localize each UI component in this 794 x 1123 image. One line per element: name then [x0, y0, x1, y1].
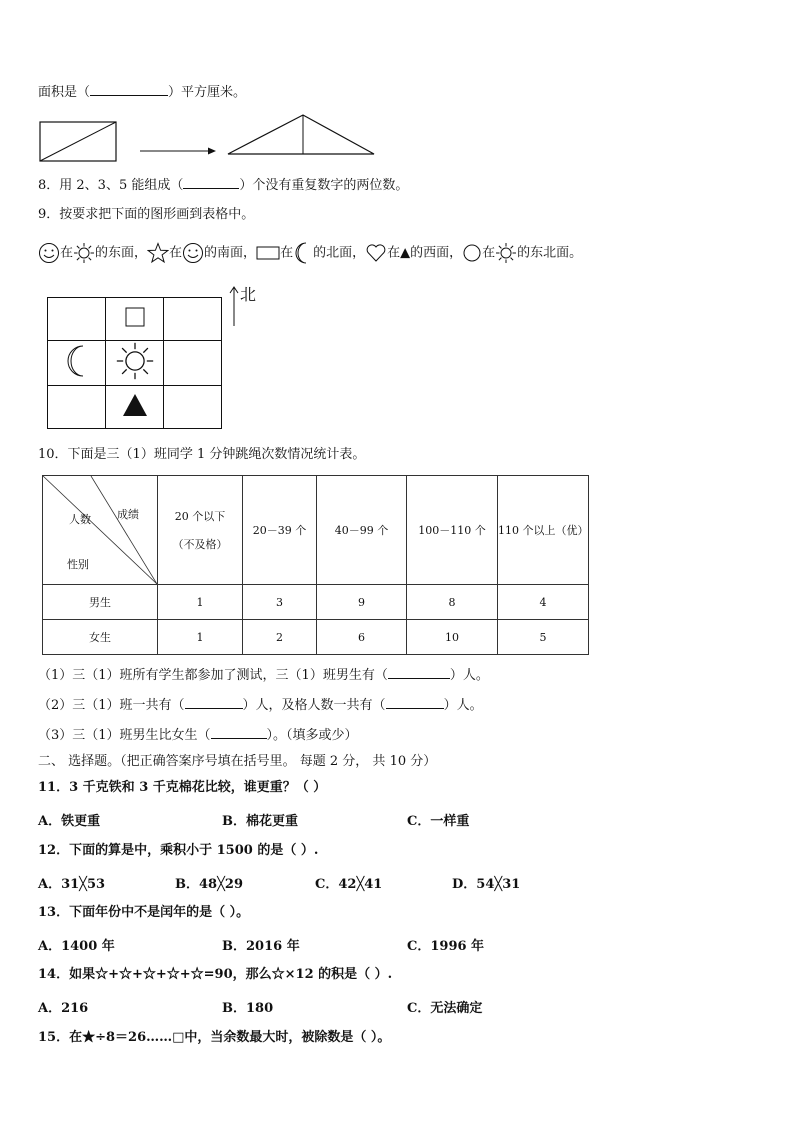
heart-icon [365, 242, 387, 264]
table-cell: 6 [317, 620, 407, 655]
q8-line: 8．用 2、3、5 能组成（ ）个没有重复数字的两位数。 [38, 175, 408, 195]
q13-text: 13．下面年份中不是闰年的是（ ）。 [38, 905, 250, 920]
q14-option-b[interactable]: B．180 [222, 1001, 274, 1016]
grid-cell[interactable] [106, 298, 164, 341]
q10-sub2: （2）三（1）班一共有（ ）人，及格人数一共有（ ）人。 [38, 695, 483, 715]
smiley-icon [182, 242, 204, 264]
q9-instructions: 在 的东面， 在 的南面， 在 的北面， 在▲的西面， 在 的东北面。 [38, 241, 582, 266]
q9-grid [47, 297, 222, 429]
grid-cell[interactable] [48, 386, 106, 429]
q14-option-a[interactable]: A．216 [38, 1001, 89, 1016]
table-cell: 2 [243, 620, 317, 655]
table-cell: 1 [158, 585, 243, 620]
sun-icon [115, 341, 155, 381]
triangle-shape [228, 115, 374, 154]
column-header: 20－39 个 [243, 476, 317, 585]
table-cell: 1 [158, 620, 243, 655]
q11-text: 11．3 千克铁和 3 千克棉花比较，谁更重？（ ） [38, 780, 327, 795]
column-header: 100－110 个 [407, 476, 498, 585]
header-people-label: 人数 [69, 513, 91, 526]
header-grade-label: 成绩 [117, 508, 139, 521]
q10-table [42, 475, 589, 655]
moon-icon [63, 344, 91, 378]
q12-text: 12．下面的算是中，乘积小于 1500 的是（ ）. [38, 843, 319, 858]
sun-icon [73, 242, 95, 264]
q10-sub1-blank[interactable] [388, 665, 450, 679]
q10-sub2-blank-total[interactable] [185, 695, 243, 709]
q10-sub2-blank-pass[interactable] [386, 695, 444, 709]
rectangle-diagonal [40, 122, 116, 161]
column-header: 20 个以下 （不及格） [158, 476, 243, 585]
grid-cell[interactable] [48, 298, 106, 341]
row-label: 女生 [43, 620, 158, 655]
q11-option-b[interactable]: B．棉花更重 [222, 814, 298, 829]
q9-title: 9．按要求把下面的图形画到表格中。 [38, 207, 255, 222]
q14-text: 14．如果☆+☆+☆+☆+☆=90，那么☆×12 的积是（ ）. [38, 967, 393, 982]
q7-line: 面积是（ ）平方厘米。 [38, 82, 246, 102]
grid-cell[interactable] [106, 341, 164, 386]
table-cell: 3 [243, 585, 317, 620]
circle-icon [462, 243, 482, 263]
table-cell: 10 [407, 620, 498, 655]
q8-answer-blank[interactable] [183, 175, 239, 189]
table-row [43, 620, 589, 655]
triangle-icon [121, 392, 149, 418]
header-gender-label: 性别 [67, 558, 89, 571]
arrow-head [208, 148, 216, 155]
grid-cell[interactable] [164, 341, 222, 386]
q12-option-c[interactable]: C．42╳41 [315, 877, 383, 892]
north-label: 北 [240, 285, 257, 304]
star-icon [147, 242, 169, 264]
q14-option-c[interactable]: C．无法确定 [407, 1001, 483, 1016]
rectangle-icon [256, 244, 280, 262]
q12-option-b[interactable]: B．48╳29 [175, 877, 243, 892]
column-header: 110 个以上（优） [498, 476, 589, 585]
q13-option-b[interactable]: B．2016 年 [222, 939, 300, 954]
grid-cell[interactable] [106, 386, 164, 429]
section2-title: 二、 选择题。（把正确答案序号填在括号里。 每题 2 分， 共 10 分） [38, 754, 437, 769]
row-label: 男生 [43, 585, 158, 620]
q10-sub3: （3）三（1）班男生比女生（ ）。（填多或少） [38, 725, 358, 745]
q12-option-a[interactable]: A．31╳53 [38, 877, 106, 892]
q13-option-a[interactable]: A．1400 年 [38, 939, 115, 954]
q15-text: 15．在★÷8＝26……□中，当余数最大时，被除数是（ ）。 [38, 1030, 391, 1045]
smiley-icon [38, 242, 60, 264]
table-cell: 9 [317, 585, 407, 620]
grid-cell[interactable] [164, 386, 222, 429]
q10-sub3-blank[interactable] [211, 725, 267, 739]
table-row [43, 585, 589, 620]
q7-answer-blank[interactable] [90, 82, 168, 96]
header-diagonal-cell [43, 476, 158, 585]
q10-sub1: （1）三（1）班所有学生都参加了测试，三（1）班男生有（ ）人。 [38, 665, 489, 685]
table-cell: 4 [498, 585, 589, 620]
q11-option-c[interactable]: C．一样重 [407, 814, 470, 829]
q10-title: 10．下面是三（1）班同学 1 分钟跳绳次数情况统计表。 [38, 447, 366, 462]
square-icon [124, 306, 146, 328]
q7-figure [38, 112, 378, 164]
table-cell: 5 [498, 620, 589, 655]
grid-cell[interactable] [164, 298, 222, 341]
table-cell: 8 [407, 585, 498, 620]
grid-cell[interactable] [48, 341, 106, 386]
q11-option-a[interactable]: A．铁更重 [38, 814, 101, 829]
moon-icon [293, 241, 313, 265]
q13-option-c[interactable]: C．1996 年 [407, 939, 485, 954]
q12-option-d[interactable]: D．54╳31 [452, 877, 521, 892]
column-header: 40－99 个 [317, 476, 407, 585]
sun-icon [495, 242, 517, 264]
